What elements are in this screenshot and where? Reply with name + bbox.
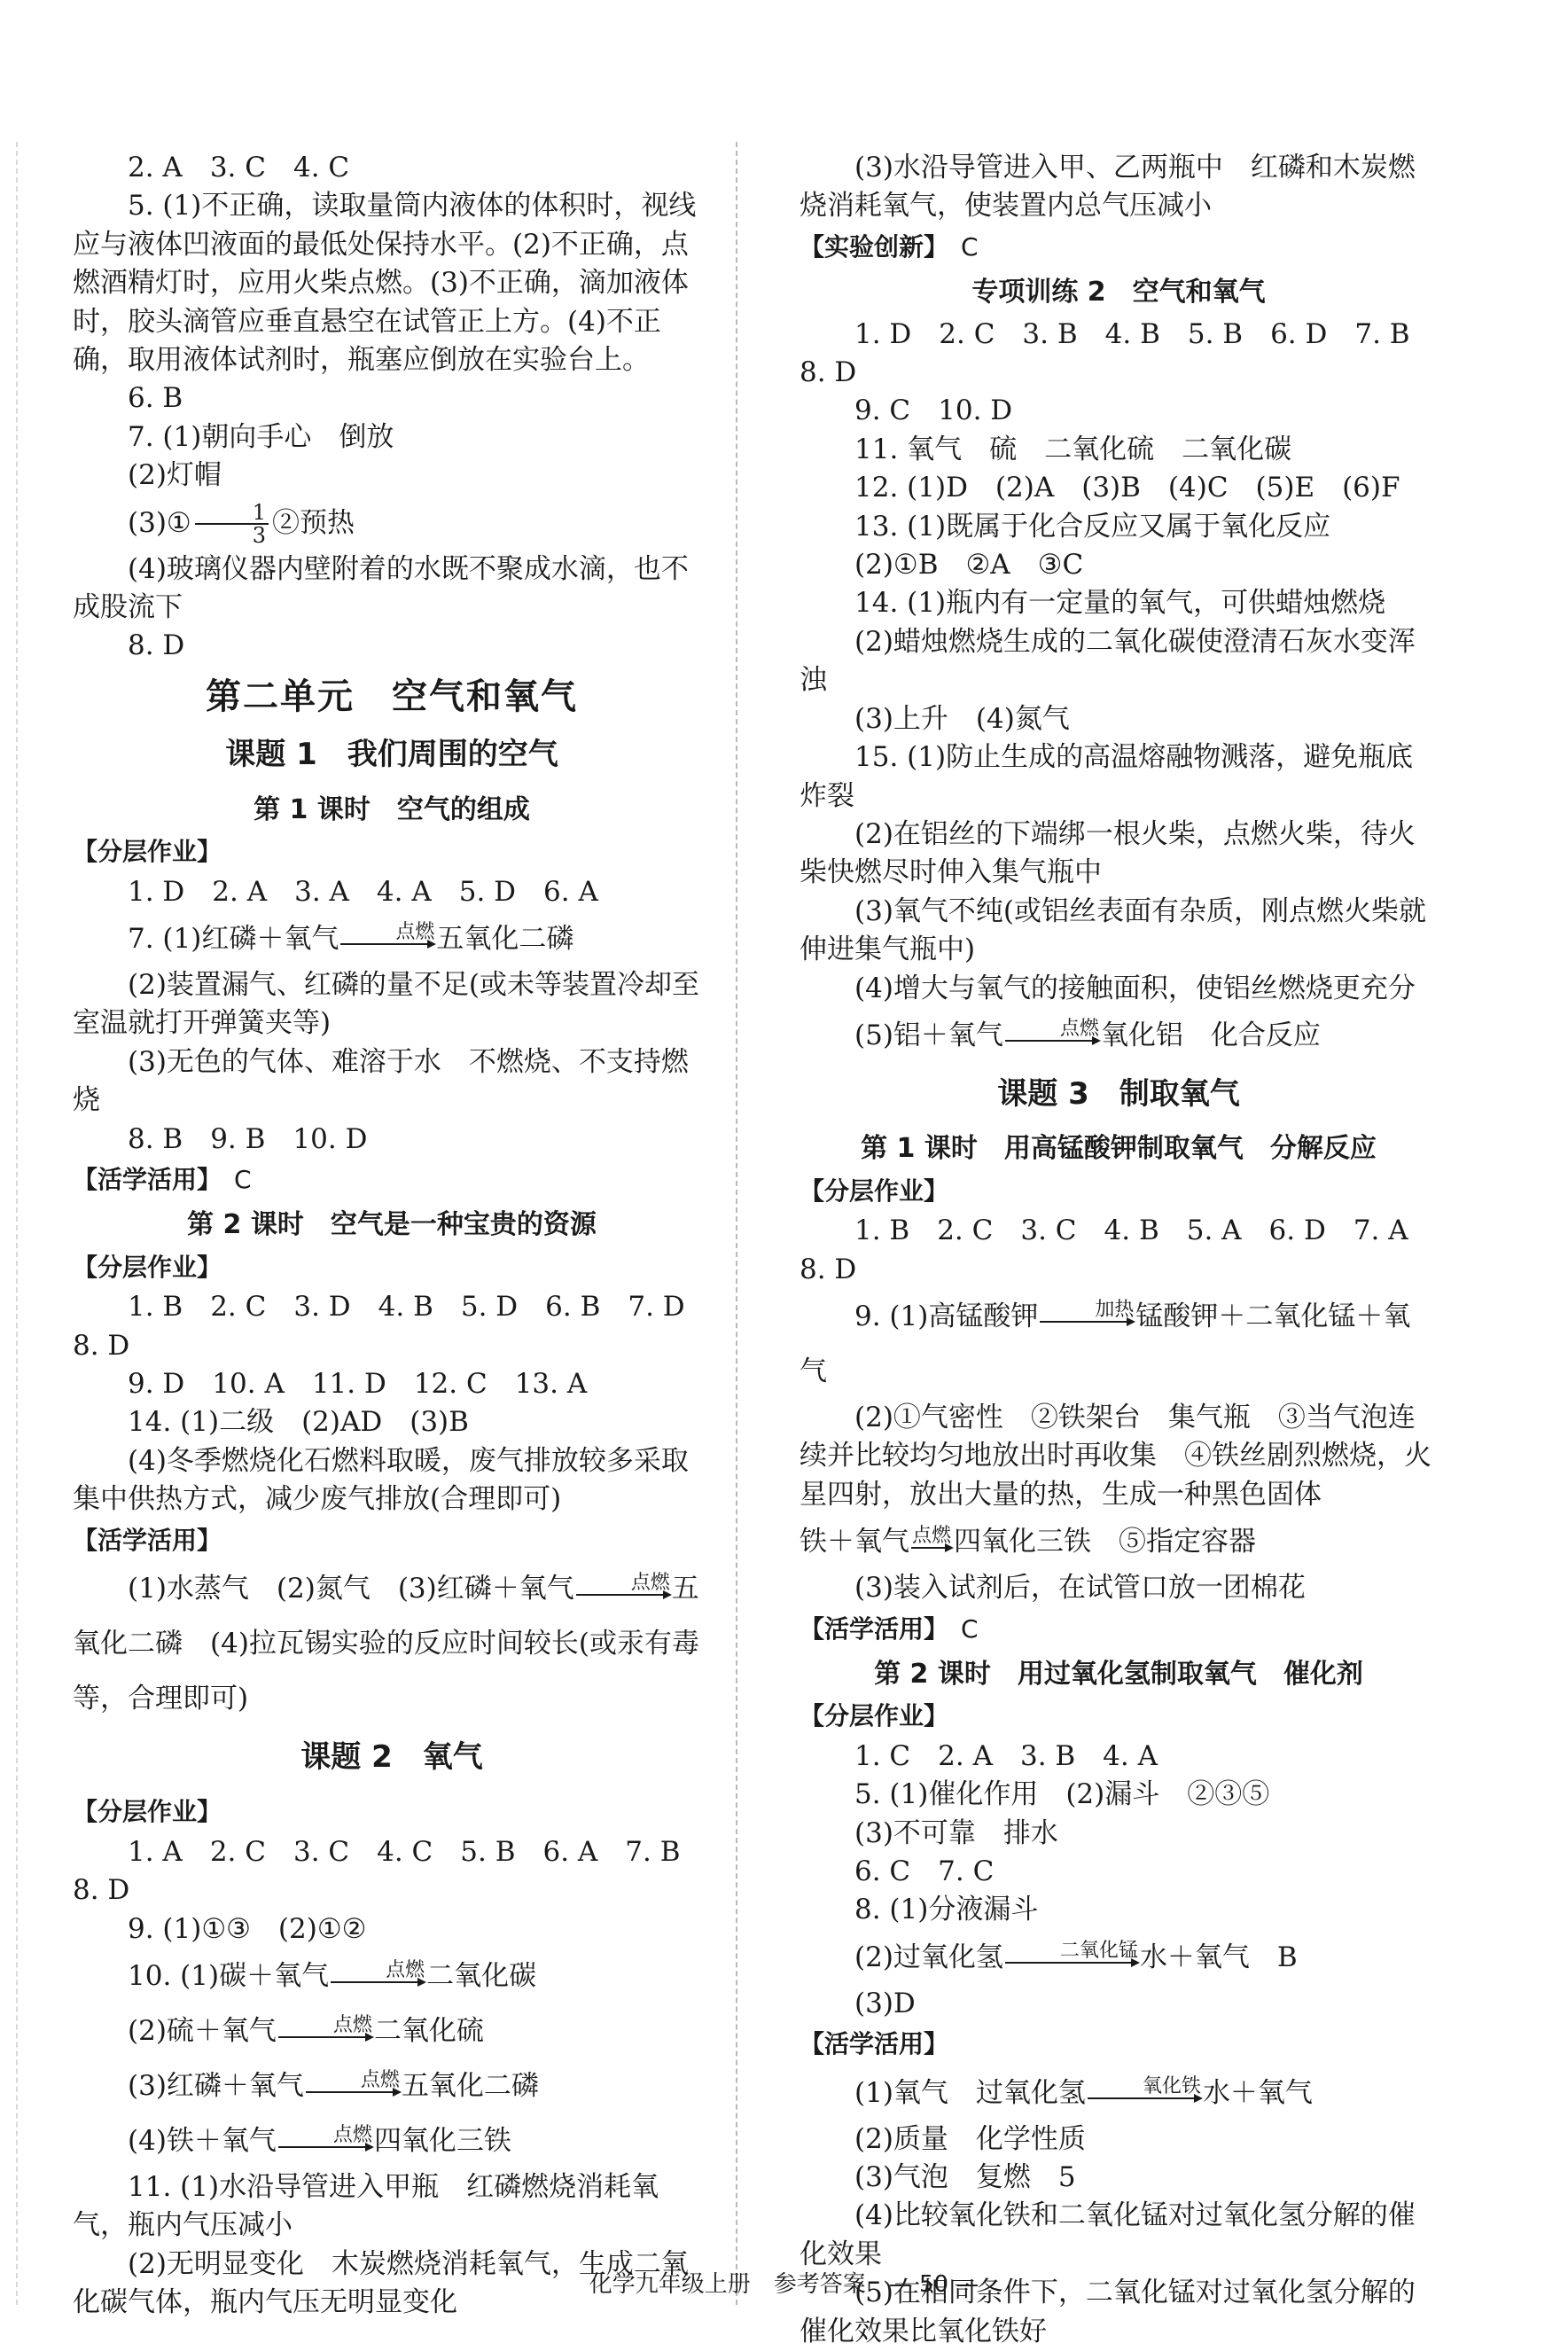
reaction-arrow [1003,1941,1140,1976]
reaction-arrow [304,2070,402,2105]
answer-line: (2)灯帽 [128,459,222,492]
equation-line [800,1514,1438,1569]
answer-line: 1. B 2. C 3. D 4. B 5. D 6. B 7. D 8. D [73,1291,713,1362]
section-label: 【分层作业】 [800,1701,949,1731]
answer-line: 6. C 7. C [854,1855,995,1888]
equation-reactants: (3)红磷＋氧气 [128,2070,304,2103]
reaction-condition: 点燃 [332,2123,372,2146]
equation-products: 锰酸钾＋二氧化锰＋氧气 [800,1300,1411,1387]
answer-line: 15. (1)防止生成的高温熔融物溅落，避免瓶底炸裂 [800,741,1414,812]
reaction-arrow [1086,2076,1203,2112]
equation-products: 二氧化碳 [426,1960,537,1993]
answer-line: 9. C 10. D [854,394,1013,427]
reaction-condition: 点燃 [911,1524,951,1547]
period-title: 第 2 课时 用过氧化氢制取氧气 催化剂 [874,1659,1363,1690]
answer-line: 9. (1)①③ (2)①② [128,1912,367,1945]
reaction-arrow [277,2015,374,2050]
equation-products: 四氧化三铁 [373,2125,511,2158]
answer-line: (3)D [854,1987,916,2019]
equation-reactants: (1)水蒸气 (2)氮气 (3)红磷＋氧气 [128,1573,574,1605]
answer-line: 9. D 10. A 11. D 12. C 13. A [128,1367,588,1400]
answer-line: 11. 氧气 硫 二氧化硫 二氧化碳 [854,433,1292,465]
answer-line: 1. C 2. A 3. B 4. A [854,1739,1158,1772]
answer-line: 7. (1)朝向手心 倒放 [128,420,394,453]
column-divider [736,142,737,2305]
section-label: 【分层作业】 [73,837,222,867]
equation-reactants: 10. (1)碳＋氧气 [128,1960,330,1993]
reaction-arrow [329,1960,426,1996]
answer-line: (4)增大与氧气的接触面积，使铝丝燃烧更充分 [854,972,1416,1004]
reaction-arrow [574,1573,672,1608]
answer-line: 1. A 2. C 3. C 4. C 5. B 6. A 7. B 8. D [73,1835,708,1907]
period-title: 第 2 课时 空气是一种宝贵的资源 [187,1209,597,1241]
reaction-arrow [339,922,436,957]
reaction-arrow [1038,1300,1135,1335]
equation-reactants: (5)铝＋氧气 [854,1019,1003,1051]
right-column [800,149,1438,2351]
reaction-condition: 二氧化锰 [1059,1940,1138,1963]
equation-reactants: 9. (1)高锰酸钾 [854,1300,1039,1332]
fraction [195,500,269,549]
answer-line: 1. B 2. C 3. C 4. B 5. A 6. D 7. A 8. D [800,1215,1436,1285]
equation-reactants: (2)硫＋氧气 [128,2015,277,2048]
binding-margin-line [16,142,18,2305]
reaction-arrow [277,2125,374,2160]
answer-line: (2)质量 化学性质 [854,2122,1086,2155]
answer-line: (2)无明显变化 木炭燃烧消耗氧气，生成二氧化碳气体，瓶内气压无明显变化 [73,2247,689,2319]
section-label: 【活学活用】 [73,1525,222,1555]
answer-text: C [961,231,979,262]
answer-line: (4)玻璃仪器内壁附着的水既不聚成水滴，也不成股流下 [73,552,689,624]
reaction-condition: 点燃 [360,2068,400,2091]
equation-products: 氧化铝 化合反应 [1100,1019,1321,1051]
answer-line: 14. (1)二级 (2)AD (3)B [128,1406,469,1439]
answer-line: 12. (1)D (2)A (3)B (4)C (5)E (6)F [854,472,1400,504]
equation-line [73,1949,711,2003]
answer-text: C [234,1164,252,1194]
answer-line: (3)水沿导管进入甲、乙两瓶中 红磷和木炭燃烧消耗氧气，使装置内总气压减小 [800,152,1416,223]
reaction-condition: 点燃 [332,2013,372,2036]
section-label: 【活学活用】 [73,1164,210,1194]
period-title: 第 1 课时 空气的组成 [254,793,530,825]
answer-line: (3)无色的气体、难溶于水 不燃烧、不支持燃烧 [73,1045,689,1117]
answer-text: (3)① [128,506,191,539]
section-label-line [800,1610,1438,1648]
section-label-line [73,1160,711,1199]
equation-reactants: (1)氧气 过氧化氢 [854,2076,1086,2109]
page-footer: 化学九年级上册 参考答案 — 50 — [589,2271,979,2298]
equation-line [800,2066,1438,2121]
section-label: 【活学活用】 [800,1613,937,1644]
answer-line: (2)在铝丝的下端绑一根火柴，点燃火柴，待火柴快燃尽时伸入集气瓶中 [800,817,1416,889]
equation-reactants: 7. (1)红磷＋氧气 [128,922,339,955]
equation-reactants: (4)铁＋氧气 [128,2125,277,2158]
answer-line: 8. D [128,629,185,662]
section-label: 【分层作业】 [800,1176,949,1206]
answer-line: (2)①B ②A ③C [854,549,1084,582]
equation-line [73,911,711,966]
equation-products: 二氧化硫 [373,2015,484,2048]
answer-line: 5. (1)催化作用 (2)漏斗 ②③⑤ [854,1778,1270,1811]
answer-text: C [961,1613,979,1644]
section-label-line [800,228,1438,266]
equation-products: 四氧化三铁 ⑤指定容器 [954,1526,1256,1558]
answer-line-fraction [73,496,711,551]
period-title: 第 1 课时 用高锰酸钾制取氧气 分解反应 [861,1133,1377,1165]
answer-line: 1. D 2. C 3. B 4. B 5. B 6. D 7. B 8. D [800,317,1438,389]
equation-products: 水＋氧气 B [1139,1941,1298,1973]
unit-title: 第二单元 空气和氧气 [206,676,578,717]
equation-products: 五氧化二磷 [436,922,574,955]
equation-products: 五氧化二磷 (4)拉瓦锡实验的反应时间较长(或汞有毒等，合理即可) [73,1573,700,1714]
answer-line: 2. A 3. C 4. C [128,152,350,184]
reaction-condition: 氧化铁 [1142,2075,1201,2098]
lesson-title: 课题 3 制取氧气 [997,1075,1240,1112]
special-training-title: 专项训练 2 空气和氧气 [971,277,1266,309]
answer-line: (4)比较氧化铁和二氧化锰对过氧化氢分解的催化效果 [800,2199,1416,2270]
answer-line: (3)不可靠 排水 [854,1816,1058,1849]
answer-text: ②预热 [271,506,355,539]
answer-line: 1. D 2. A 3. A 4. A 5. D 6. A [128,875,598,908]
reaction-condition: 点燃 [1059,1018,1099,1041]
section-label: 【实验创新】 [800,231,937,262]
reaction-condition: 点燃 [386,1958,425,1981]
answer-line: (3)氧气不纯(或铝丝表面有杂质，刚点燃火柴就伸进集气瓶中) [800,894,1427,966]
answer-line: 8. B 9. B 10. D [128,1122,368,1155]
section-label: 【分层作业】 [73,1252,222,1282]
answer-line: (2)蜡烛燃烧生成的二氧化碳使澄清石灰水变浑浊 [800,625,1416,697]
answer-line: (4)冬季燃烧化石燃料取暖，废气排放较多采取集中供热方式，减少废气排放(合理即可) [73,1444,689,1516]
reaction-condition: 加热 [1095,1299,1135,1322]
answer-line: 14. (1)瓶内有一定量的氧气，可供蜡烛燃烧 [854,587,1386,620]
reaction-condition: 点燃 [630,1571,670,1594]
reaction-arrow [1003,1019,1101,1054]
equation-line [73,2003,711,2058]
equation-reactants: 铁＋氧气 [800,1526,909,1558]
equation-line [73,1561,711,1726]
lesson-title: 课题 1 我们周围的空气 [225,737,558,773]
answer-line: (3)气泡 复燃 5 [854,2161,1076,2194]
answer-line: 6. B [128,382,183,415]
answer-line: (5)在相同条件下，二氧化锰对过氧化氢分解的催化效果比氧化铁好 [800,2277,1416,2347]
answer-line: (2)①气密性 ②铁架台 集气瓶 ③当气泡连续并比较均匀地放出时再收集 ④铁丝剧烈燃烧，火星四射，放出大量的热，生成一种黑色固体 [800,1401,1431,1511]
answer-line: 5. (1)不正确，读取量筒内液体的体积时，视线应与液体凹液面的最低处保持水平。(2)不正确，点燃酒精灯时，应用火柴点燃。(3)不正确，滴加液体时，胶头滴管应垂直悬空在试管正上方。(4)不正确，取用液体试剂时，瓶塞应倒放在实验台上。 [73,190,697,377]
equation-line [800,1930,1438,1985]
fraction-numerator: 1 [195,502,269,525]
answer-line: (2)装置漏气、红磷的量不足(或未等装置冷却至室温就打开弹簧夹等) [73,968,700,1040]
equation-products: 水＋氧气 [1202,2076,1313,2109]
lesson-title: 课题 2 氧气 [300,1739,483,1775]
left-column [73,149,711,2323]
equation-products: 五氧化二磷 [401,2070,539,2103]
answer-line: 11. (1)水沿导管进入甲瓶 红磷燃烧消耗氧气，瓶内气压减小 [73,2171,659,2242]
equation-line [800,1008,1438,1063]
answer-line: 13. (1)既属于化合反应又属于氧化反应 [854,510,1331,543]
section-label: 【分层作业】 [73,1797,222,1827]
answer-line: 8. (1)分液漏斗 [854,1894,1039,1926]
section-label: 【活学活用】 [800,2029,949,2059]
answer-line: (3)上升 (4)氮气 [854,702,1070,735]
reaction-condition: 点燃 [395,921,435,944]
equation-line [73,2113,711,2168]
equation-line [73,2058,711,2113]
reaction-arrow [909,1526,954,1561]
answer-line: (3)装入试剂后，在试管口放一团棉花 [854,1572,1306,1605]
fraction-denominator: 3 [252,523,266,549]
equation-line [800,1289,1438,1399]
equation-reactants: (2)过氧化氢 [854,1941,1003,1973]
